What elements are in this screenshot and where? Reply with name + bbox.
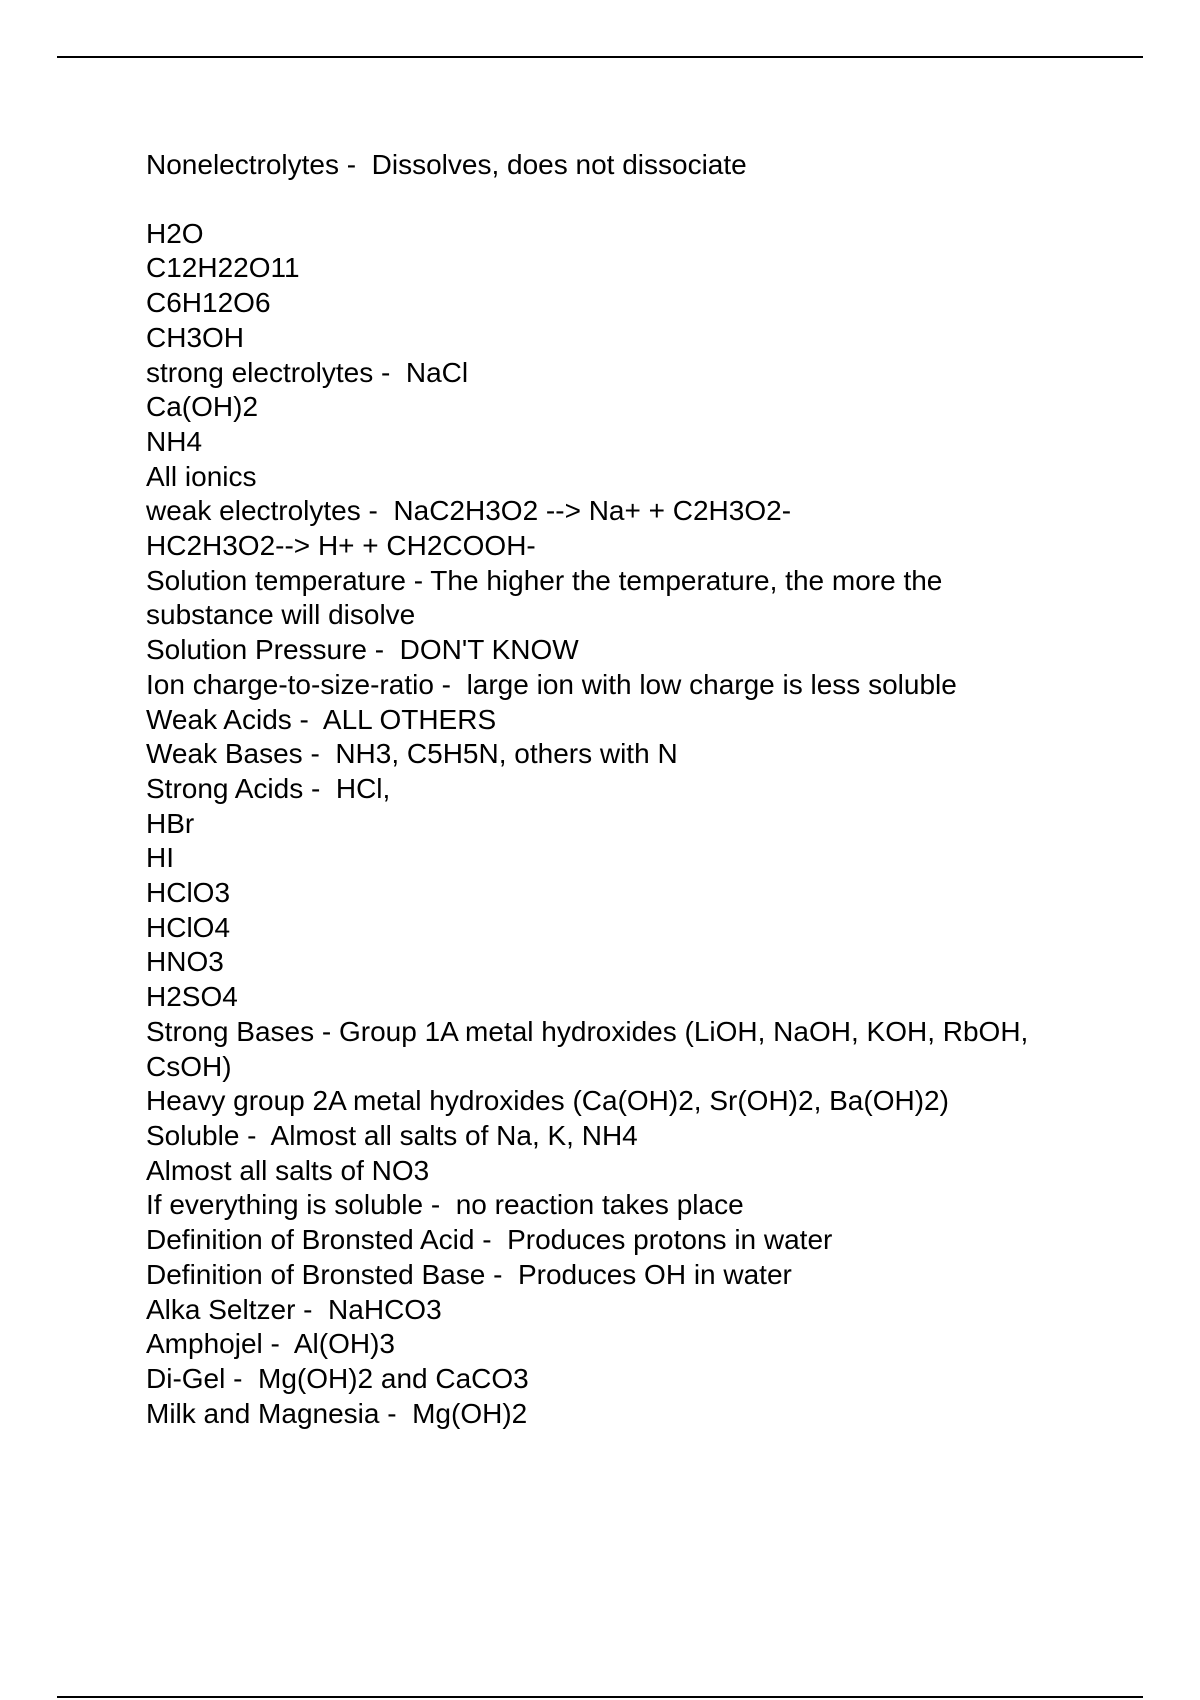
line-strong-bases: Strong Bases - Group 1A metal hydroxides (LiOH, NaOH, KOH, RbOH, CsOH) (146, 1015, 1029, 1082)
line-nh4: NH4 (146, 425, 203, 457)
line-ion-charge-ratio: Ion charge-to-size-ratio - large ion with low charge is less soluble (146, 668, 957, 700)
line-weak-electrolytes: weak electrolytes - NaC2H3O2 --> Na+ + C2H3O2- (146, 495, 792, 527)
line-amphojel: Amphojel - Al(OH)3 (146, 1328, 395, 1360)
line-acetic-acid: HC2H3O2--> H+ + CH2COOH- (146, 530, 536, 562)
line-hi: HI (146, 842, 174, 874)
line-milk-magnesia: Milk and Magnesia - Mg(OH)2 (146, 1397, 528, 1429)
top-rule (57, 56, 1143, 58)
bottom-rule (57, 1696, 1143, 1698)
line-methanol: CH3OH (146, 321, 245, 353)
line-h2so4: H2SO4 (146, 981, 238, 1013)
line-solution-temperature: Solution temperature - The higher the temperature, the more the substance will disolve (146, 564, 943, 631)
line-alka-seltzer: Alka Seltzer - NaHCO3 (146, 1293, 442, 1325)
line-heavy-group-2a: Heavy group 2A metal hydroxides (Ca(OH)2, Sr(OH)2, Ba(OH)2) (146, 1085, 949, 1117)
line-h2o: H2O (146, 217, 204, 249)
line-hno3: HNO3 (146, 946, 224, 978)
line-strong-acids: Strong Acids - HCl, (146, 772, 391, 804)
line-hbr: HBr (146, 807, 195, 839)
line-weak-acids: Weak Acids - ALL OTHERS (146, 703, 497, 735)
line-weak-bases: Weak Bases - NH3, C5H5N, others with N (146, 738, 678, 770)
line-caoh2: Ca(OH)2 (146, 391, 259, 423)
heading-line: Nonelectrolytes - Dissolves, does not dissociate (146, 149, 747, 180)
line-strong-electrolytes: strong electrolytes - NaCl (146, 356, 469, 388)
line-bronsted-acid: Definition of Bronsted Acid - Produces protons in water (146, 1224, 833, 1256)
line-sucrose: C12H22O11 (146, 252, 300, 284)
line-no-reaction: If everything is soluble - no reaction takes place (146, 1189, 744, 1221)
document-body (146, 148, 1046, 1431)
line-all-ionics: All ionics (146, 460, 257, 492)
line-solution-pressure: Solution Pressure - DON'T KNOW (146, 634, 579, 666)
line-soluble: Soluble - Almost all salts of Na, K, NH4 (146, 1119, 638, 1151)
line-hclo3: HClO3 (146, 877, 231, 909)
line-glucose: C6H12O6 (146, 287, 271, 319)
line-nitrate-salts: Almost all salts of NO3 (146, 1154, 430, 1186)
line-hclo4: HClO4 (146, 911, 231, 943)
blank-line (146, 183, 1046, 217)
line-di-gel: Di-Gel - Mg(OH)2 and CaCO3 (146, 1362, 529, 1394)
line-bronsted-base: Definition of Bronsted Base - Produces OH in water (146, 1258, 792, 1290)
